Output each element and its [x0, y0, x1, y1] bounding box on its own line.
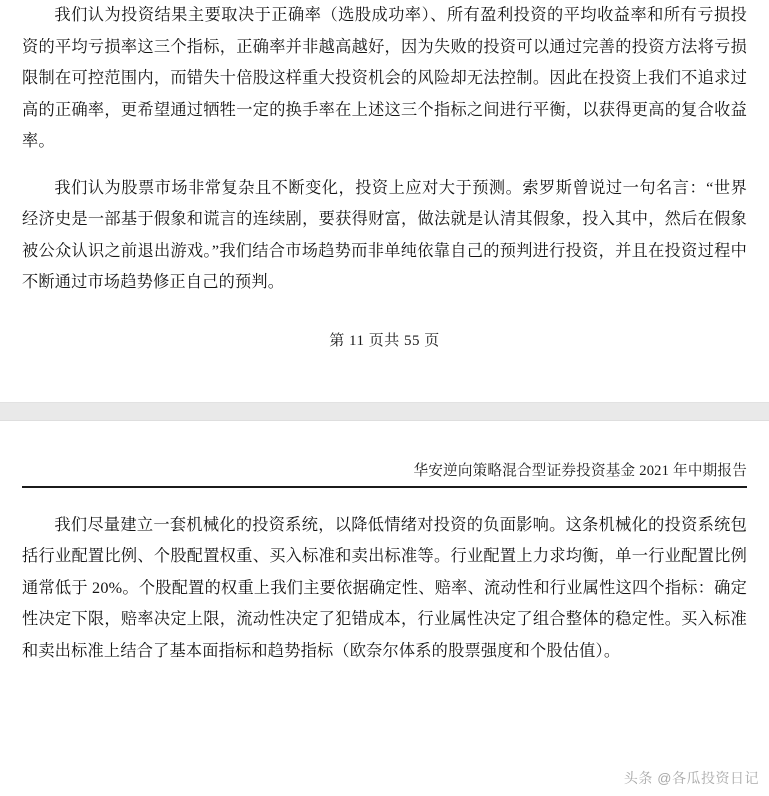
watermark: 头条 @各瓜投资日记	[623, 770, 759, 786]
page-number-footer: 第 11 页共 55 页	[329, 332, 440, 349]
page-top-margin	[0, 421, 769, 459]
paragraph: 我们认为股票市场非常复杂且不断变化，投资上应对大于预测。索罗斯曾说过一句名言：“世界经济史是一部基于假象和谎言的连续剧，要获得财富，做法就是认清其假象，投入其中，然后在假象被公众认识之前退出游戏。”我们结合市场趋势而非单纯依靠自己的预判进行投资，并且在投资过程中不断通过市场趋势修正自己的预判。	[22, 178, 747, 291]
header-spacer	[0, 488, 769, 510]
paragraph: 我们认为投资结果主要取决于正确率（选股成功率）、所有盈利投资的平均收益率和所有亏损投资的平均亏损率这三个指标，正确率并非越高越好，因为失败的投资可以通过完善的投资方法将亏损限制在可控范围内，而错失十倍股这样重大投资机会的风险却无法控制。因此在投资上我们不追求过高的正确率，更希望通过牺牲一定的换手率在上述这三个指标之间进行平衡，以获得更高的复合收益率。	[22, 6, 747, 150]
page-break-gap	[0, 350, 769, 402]
page-two-body	[0, 510, 769, 668]
page-one-body	[0, 0, 769, 350]
paragraph: 我们尽量建立一套机械化的投资系统，以降低情绪对投资的负面影响。这条机械化的投资系统包括行业配置比例、个股配置权重、买入标准和卖出标准等。行业配置上力求均衡，单一行业配置比例通常低于 20%。个股配置的权重上我们主要依据确定性、赔率、流动性和行业属性这四个指标：确定性决定下限，赔率决定上限，流动性决定了犯错成本，行业属性决定了组合整体的稳定性。买入标准和卖出标准上结合了基本面指标和趋势指标（欧奈尔体系的股票强度和个股估值）。	[22, 515, 747, 660]
running-header: 华安逆向策略混合型证券投资基金 2021 年中期报告	[413, 462, 747, 479]
paragraph-spacer	[22, 160, 747, 173]
page-edge-shadow	[0, 402, 769, 421]
